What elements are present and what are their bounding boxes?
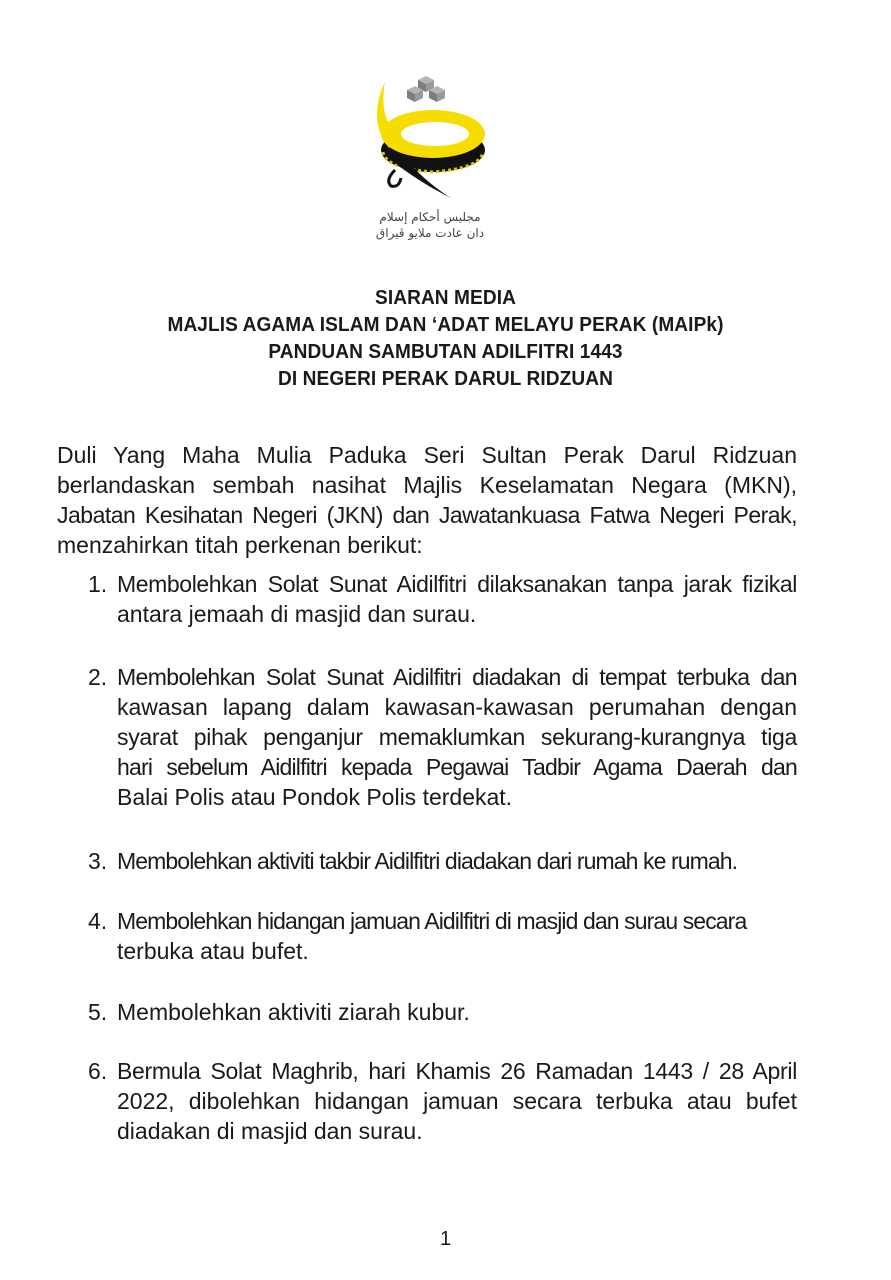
item-line: hari sebelum Aidilfitri kepada Pegawai Tadbir Agama Daerah dan	[117, 754, 797, 780]
item-line: syarat pihak penganjur memaklumkan sekurang-kurangnya tiga	[117, 724, 797, 750]
intro-paragraph	[57, 440, 797, 560]
item-number: 4.	[88, 908, 108, 934]
item-line: antara jemaah di masjid dan surau.	[117, 601, 477, 627]
item-line: Membolehkan aktiviti takbir Aidilfitri diadakan dari rumah ke rumah.	[117, 848, 738, 874]
item-line: 2022, dibolehkan hidangan jamuan secara terbuka atau bufet	[117, 1088, 797, 1114]
item-line: Balai Polis atau Pondok Polis terdekat.	[117, 784, 513, 810]
item-line: kawasan lapang dalam kawasan-kawasan perumahan dengan	[117, 694, 797, 720]
item-line: Membolehkan aktiviti ziarah kubur.	[117, 999, 470, 1025]
item-number: 2.	[88, 664, 108, 690]
document-title	[0, 284, 891, 392]
item-number: 5.	[88, 999, 108, 1025]
arabic-name-line2: دان عادت ملايو ڤيراق	[375, 226, 485, 240]
item-line: Membolehkan hidangan jamuan Aidilfitri di masjid dan surau secara	[117, 908, 747, 934]
maipk-logo	[355, 70, 505, 250]
heading-organisation: MAJLIS AGAMA ISLAM DAN ‘ADAT MELAYU PERAK (MAIPk)	[167, 313, 724, 336]
item-number: 3.	[88, 848, 108, 874]
item-line: Membolehkan Solat Sunat Aidilfitri diadakan di tempat terbuka dan	[117, 664, 797, 690]
intro-line: berlandaskan sembah nasihat Majlis Keselamatan Negara (MKN),	[57, 472, 797, 498]
heading-panduan: PANDUAN SAMBUTAN ADILFITRI 1443	[268, 340, 623, 363]
intro-line: menzahirkan titah perkenan berikut:	[57, 532, 423, 558]
item-number: 1.	[88, 571, 108, 597]
item-number: 6.	[88, 1058, 108, 1084]
heading-location: DI NEGERI PERAK DARUL RIDZUAN	[278, 367, 613, 390]
intro-line: Duli Yang Maha Mulia Paduka Seri Sultan Perak Darul Ridzuan	[57, 442, 797, 468]
item-line: Bermula Solat Maghrib, hari Khamis 26 Ramadan 1443 / 28 April	[117, 1058, 797, 1084]
item-line: diadakan di masjid dan surau.	[117, 1118, 423, 1144]
intro-line: Jabatan Kesihatan Negeri (JKN) dan Jawatankuasa Fatwa Negeri Perak,	[57, 502, 797, 528]
item-line: terbuka atau bufet.	[117, 938, 309, 964]
page-number: 1	[439, 1228, 452, 1250]
arabic-name-line1: مجليس أحكام إسلام	[379, 210, 481, 224]
heading-siaran-media: SIARAN MEDIA	[375, 286, 516, 309]
cubes-icon	[407, 76, 445, 102]
item-line: Membolehkan Solat Sunat Aidilfitri dilaksanakan tanpa jarak fizikal	[117, 571, 797, 597]
